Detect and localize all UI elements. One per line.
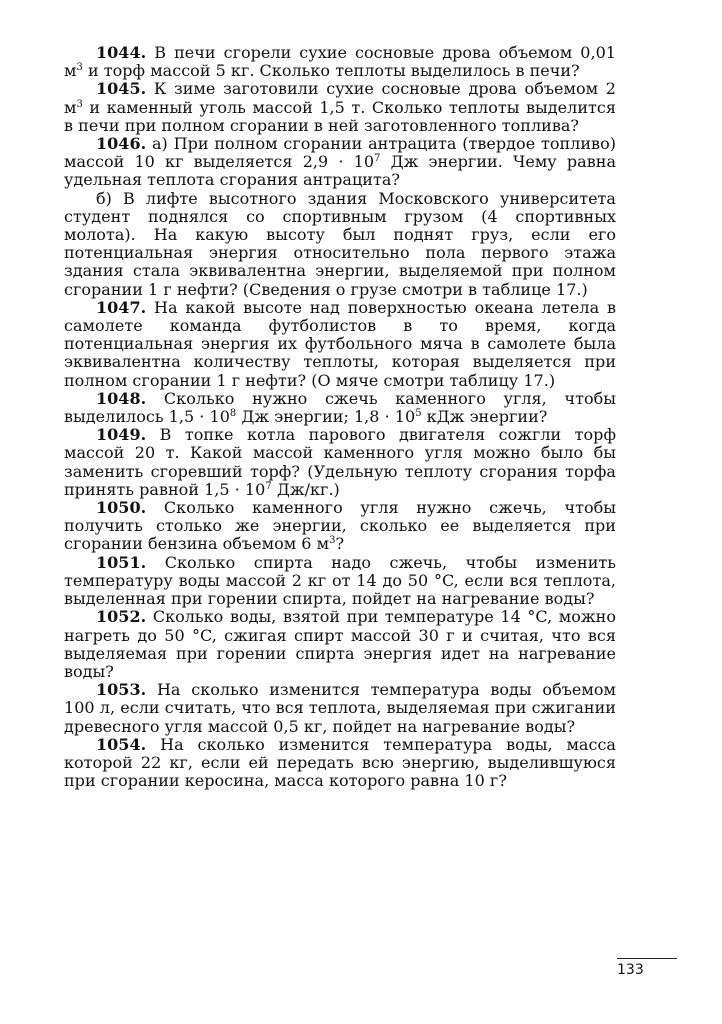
page-number: 133 (617, 962, 644, 978)
superscript: 7 (374, 153, 381, 165)
problem-list (64, 44, 616, 790)
problem-text: Дж/кг.) (271, 479, 340, 499)
problem-number: 1054. (96, 734, 147, 754)
superscript: 3 (76, 62, 83, 74)
problem-text: Сколько спирта надо сжечь, чтобы изменить температуру воды массой 2 кг от 14 до 50 °C, если вся теплота, выделенная при горении спирта, пойдет на нагревание воды? (64, 552, 617, 609)
problem-1050 (64, 499, 616, 554)
problem-text: б) В лифте высотного здания Московского университета студент поднялся со спортивным грузом (4 спортивных молота). На какую высоту был поднят груз, если его потенциальная энергия относительно пола первого этажа здания стала эквивалентна энергии, выделяемой при полном сгорании 1 г нефти? (Сведения о грузе смотри в таблице 17.) (64, 188, 616, 299)
problem-text: Сколько воды, взятой при температуре 14 °C, можно нагреть до 50 °C, сжигая спирт массой 30 г и считая, что вся выделяемая при горении спирта энергия идет на нагревание воды? (64, 607, 616, 681)
superscript: 7 (265, 480, 272, 492)
superscript: 3 (329, 535, 336, 547)
problem-text: На сколько изменится температура воды объемом 100 л, если считать, что вся теплота, выделяемая при сжигании древесного угля массой 0,5 кг, пойдет на нагревание воды? (64, 680, 616, 736)
problem-text: В печи сгорели сухие сосновые дрова объемом 0,01 м (64, 43, 617, 81)
problem-1054 (64, 736, 616, 791)
problem-number: 1051. (96, 552, 147, 572)
problem-number: 1046. (96, 134, 147, 154)
problem-number: 1047. (96, 297, 147, 317)
problem-number: 1050. (96, 498, 147, 518)
problem-number: 1045. (96, 79, 147, 99)
superscript: 3 (76, 98, 83, 110)
problem-number: 1048. (96, 388, 147, 408)
problem-text: и каменный уголь массой 1,5 т. Сколько теплоты выделится в печи при полном сгорании в ней заготовленного топлива? (64, 97, 616, 135)
problem-text: Дж энергии; 1,8 · 10 (236, 407, 416, 427)
problem-1052 (64, 608, 616, 681)
problem-text: Сколько каменного угля нужно сжечь, чтобы получить столько же энергии, сколько ее выделяется при сгорании бензина объемом 6 м (64, 498, 616, 554)
problem-1048 (64, 390, 616, 426)
problem-1046b (64, 190, 616, 299)
footer-rule (617, 958, 677, 959)
problem-text: В топке котла парового двигателя сожгли торф массой 20 т. Какой массой каменного угля можно было бы заменить сгоревший торф? (Удельную теплоту сгорания торфа принять равной 1,5 · 10 (64, 425, 616, 499)
problem-text: На сколько изменится температура воды, масса которой 22 кг, если ей передать всю энергию, выделившуюся при сгорании керосина, масса которого равна 10 г? (64, 734, 616, 791)
problem-1053 (64, 681, 616, 736)
problem-number: 1053. (96, 680, 147, 700)
superscript: 8 (229, 408, 237, 420)
problem-1045 (64, 80, 616, 135)
problem-text: а) При полном сгорании антрацита (твердое топливо) массой 10 кг выделяется 2,9 · 10 (64, 134, 616, 172)
problem-number: 1052. (96, 607, 147, 627)
problem-number: 1044. (96, 43, 147, 62)
problem-text: и торф массой 5 кг. Сколько теплоты выделилось в печи? (82, 61, 580, 81)
problem-1046a (64, 135, 616, 190)
problem-text: К зиме заготовили сухие сосновые дрова объемом 2 м (64, 79, 617, 117)
problem-1047 (64, 299, 616, 390)
problem-text: Сколько нужно сжечь каменного угля, чтобы выделилось 1,5 · 10 (64, 388, 616, 427)
problem-1044 (64, 44, 616, 80)
problem-number: 1049. (96, 425, 147, 445)
problem-text: Дж энергии. Чему равна удельная теплота сгорания антрацита? (64, 152, 616, 190)
problem-1051 (64, 554, 616, 609)
problem-text: На какой высоте над поверхностью океана летела в самолете команда футболистов в то время, когда потенциальная энергия их футбольного мяча в самолете была эквивалентна количеству теплоты, которая выделяется при полном сгорании 1 г нефти? (О мяче смотри таблицу 17.) (64, 297, 617, 390)
superscript: 5 (415, 408, 422, 420)
problem-text: кДж энергии? (421, 407, 548, 427)
problem-1049 (64, 426, 616, 499)
problem-text: ? (335, 534, 345, 554)
